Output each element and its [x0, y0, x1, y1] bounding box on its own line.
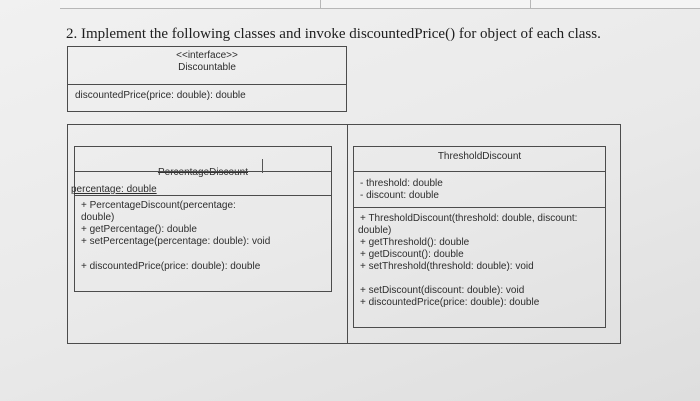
interface-stereotype: <<interface>>	[176, 50, 238, 61]
table-divider	[530, 0, 531, 8]
percentage-class-name: PercentageDiscount	[157, 167, 249, 178]
interface-separator	[68, 84, 346, 85]
threshold-method: + setDiscount(discount: double): void	[360, 285, 525, 296]
percentage-discount-uml-box	[71, 146, 332, 292]
interface-name: Discountable	[178, 62, 236, 73]
threshold-attribute: - threshold: double	[360, 178, 443, 189]
threshold-method: + discountedPrice(price: double): double	[360, 297, 540, 308]
threshold-name-separator	[354, 171, 605, 172]
question-heading: 2. Implement the following classes and invoke discountedPrice() for object of each class.	[66, 26, 601, 42]
threshold-attr-separator	[354, 207, 605, 208]
threshold-method: + getDiscount(): double	[360, 249, 464, 260]
percentage-method: + getPercentage(): double	[81, 224, 197, 235]
percentage-attribute: percentage: double	[71, 184, 157, 195]
threshold-method: double)	[358, 225, 392, 236]
top-table-edge	[60, 0, 700, 9]
table-divider	[320, 0, 321, 8]
percentage-method: + discountedPrice(price: double): double	[81, 261, 261, 272]
percentage-name-separator	[75, 171, 331, 172]
threshold-method: + getThreshold(): double	[360, 237, 470, 248]
percentage-method: + setPercentage(percentage: double): void	[81, 236, 271, 247]
percentage-method: double)	[81, 212, 115, 223]
threshold-attribute: - discount: double	[360, 190, 439, 201]
interface-method: discountedPrice(price: double): double	[75, 90, 246, 101]
interface-uml-box	[67, 46, 347, 112]
percentage-method: + PercentageDiscount(percentage:	[81, 200, 236, 211]
scribble-mark	[262, 159, 263, 173]
percentage-attr-separator	[75, 195, 331, 196]
threshold-discount-uml-box	[353, 146, 606, 328]
threshold-method: + ThresholdDiscount(threshold: double, discount:	[360, 213, 578, 224]
container-divider	[347, 125, 348, 343]
threshold-method: + setThreshold(threshold: double): void	[360, 261, 534, 272]
threshold-class-name: ThresholdDiscount	[437, 151, 522, 162]
